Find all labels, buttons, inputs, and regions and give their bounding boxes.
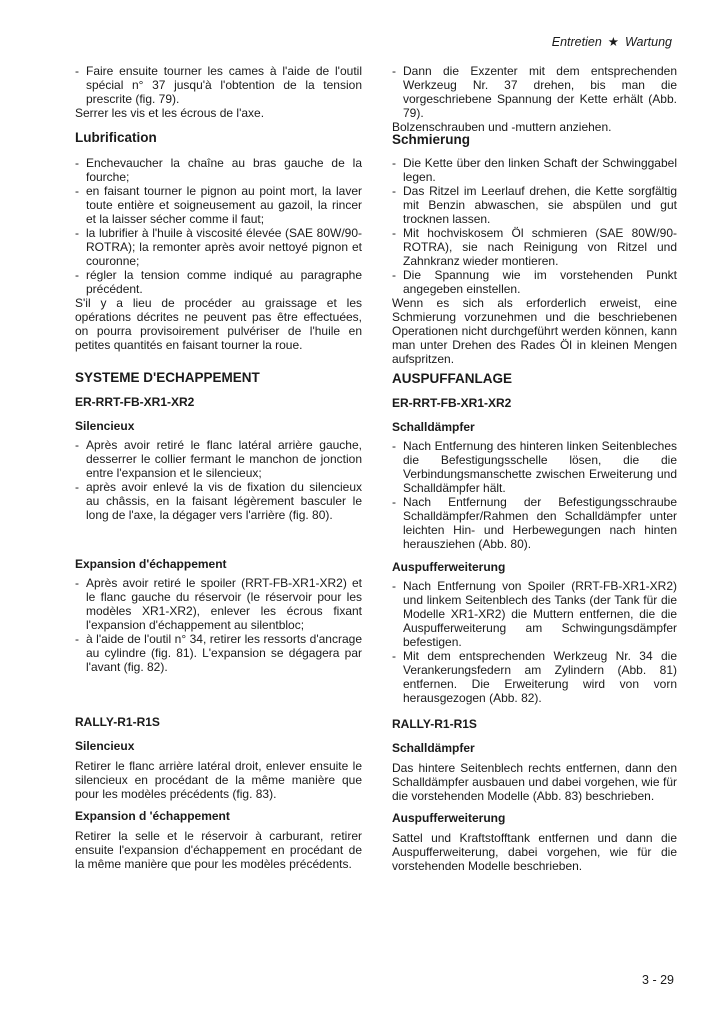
section-title: Schmierung (392, 132, 471, 147)
subsection-title: Schalldämpfer (392, 420, 475, 434)
model-heading: RALLY-R1-R1S (392, 717, 477, 731)
subsection-title: Silencieux (75, 419, 135, 433)
intro-list (392, 64, 677, 120)
model-heading: ER-RRT-FB-XR1-XR2 (75, 395, 195, 409)
schmierung-list (392, 156, 677, 296)
list-item: - Die Kette über den linken Schaft der Schwinggabel legen. (392, 156, 677, 184)
schalldampfer-list (392, 439, 677, 551)
subsection-title: Schalldämpfer (392, 741, 475, 755)
schmierung-note: Wenn es sich als erforderlich erweist, eine Schmierung vorzunehmen und die beschriebenen Operationen nicht durchgeführt werden können, kann man unter Drehen des Rades Öl in kleinen Mengen aufspritzen. (392, 296, 677, 366)
list-item: - Mit dem entsprechenden Werkzeug Nr. 34 die Verankerungsfedern am Zylindern (Abb. 81) entfernen. Die Erweiterung wird von vorn herausgezogen (Abb. 82). (392, 649, 677, 705)
erweiterung-block (392, 579, 677, 705)
list-item: - Nach Entfernung von Spoiler (RRT-FB-XR1-XR2) und linkem Seitenblech des Tanks (der Tank für die Modelle XR1-XR2) die Muttern entfernen, die die Auspufferweiterung am Schwingungsdämpfer befestigen. (392, 579, 677, 649)
list-item: - en faisant tourner le pignon au point mort, la laver toute entière et soigneusement au gazoil, la rincer et la laisser sécher comme il faut; (75, 184, 362, 226)
list-item: - Nach Entfernung der Befestigungsschraube Schalldämpfer/Rahmen den Schalldämpfer unter leichten Hin- und Herbewegungen nach hinten herausziehen (Abb. 80). (392, 495, 677, 551)
subsection-title: Auspufferweiterung (392, 811, 506, 825)
subsection-title: Expansion d'échappement (75, 557, 227, 571)
list-item: - après avoir enlevé la vis de fixation du silencieux au châssis, en la faisant légèrement basculer le long de l'axe, la dégager vers l'arrière (fig. 80). (75, 480, 362, 522)
section-title: AUSPUFFANLAGE (392, 371, 513, 386)
rally-silencieux-text: Retirer le flanc arrière latéral droit, enlever ensuite le silencieux en procédant de la même manière que pour les modèles précédents (fig. 83). (75, 759, 362, 801)
intro-after: Serrer les vis et les écrous de l'axe. (75, 106, 265, 120)
list-item: - Nach Entfernung des hinteren linken Seitenbleches die Befestigungsschelle lösen, die die Verbindungsmanschette zwischen Erweiterung und Schalldämpfer hält. (392, 439, 677, 495)
list-item: - Die Spannung wie im vorstehenden Punkt angegeben einstellen. (392, 268, 677, 296)
lubrification-list (75, 156, 362, 296)
silencieux-list (75, 438, 362, 522)
list-item: - Après avoir retiré le flanc latéral arrière gauche, desserrer le collier fermant le manchon de jonction entre l'expansion et le silencieux; (75, 438, 362, 480)
section-title: SYSTEME D'ECHAPPEMENT (75, 370, 260, 385)
header-german: Wartung (624, 35, 672, 49)
list-item: - Das Ritzel im Leerlauf drehen, die Kette sorgfältig mit Benzin abwaschen, sie abspülen und gut trocknen lassen. (392, 184, 677, 226)
intro-block (392, 64, 677, 134)
schalldampfer-block (392, 439, 677, 551)
intro-list (75, 64, 362, 106)
list-item: - Faire ensuite tourner les cames à l'aide de l'outil spécial n° 37 jusqu'à l'obtention de la tension prescrite (fig. 79). (75, 64, 362, 106)
list-item: - Mit hochviskosem Öl schmieren (SAE 80W/90-ROTRA), sie nach Reinigung von Ritzel und Zahnkranz wieder montieren. (392, 226, 677, 268)
header-star: ★ (607, 35, 619, 49)
rally-schalldampfer-text: Das hintere Seitenblech rechts entfernen, dann den Schalldämpfer ausbauen und dabei vorgehen, wie für die vorstehenden Modelle (Abb. 83) beschrieben. (392, 761, 677, 803)
running-header (552, 34, 672, 49)
erweiterung-list (392, 579, 677, 705)
subsection-title: Silencieux (75, 739, 135, 753)
schmierung-block (392, 156, 677, 366)
intro-block (75, 64, 362, 120)
model-heading: ER-RRT-FB-XR1-XR2 (392, 396, 512, 410)
intro-after: Bolzenschrauben und -muttern anziehen. (392, 120, 612, 134)
rally-erweiterung-text: Sattel und Kraftstofftank entfernen und dann die Auspufferweiterung, dabei vorgehen, wie für die vorstehenden Modelle beschrieben. (392, 831, 677, 873)
list-item: - la lubrifier à l'huile à viscosité élevée (SAE 80W/90-ROTRA); la remonter après avoir nettoyé pignon et couronne; (75, 226, 362, 268)
page-number: 3 - 29 (642, 973, 674, 987)
list-item: - Enchevaucher la chaîne au bras gauche de la fourche; (75, 156, 362, 184)
list-item: - à l'aide de l'outil n° 34, retirer les ressorts d'ancrage au cylindre (fig. 81). L'expansion se dégagera par l'avant (fig. 82). (75, 632, 362, 674)
list-item: - Dann die Exzenter mit dem entsprechenden Werkzeug Nr. 37 drehen, bis man die vorgeschriebene Spannung der Kette erhält (Abb. 79). (392, 64, 677, 120)
lubrification-note: S'il y a lieu de procéder au graissage et les opérations décrites ne peuvent pas être effectuées, on pourra provisoirement pulvériser de l'huile en petites quantités en faisant tourner la roue. (75, 296, 362, 352)
silencieux-block (75, 438, 362, 522)
expansion-block (75, 576, 362, 674)
header-french: Entretien (551, 35, 602, 49)
model-heading: RALLY-R1-R1S (75, 715, 160, 729)
list-item: - Après avoir retiré le spoiler (RRT-FB-XR1-XR2) et le flanc gauche du réservoir (le réservoir pour les modèles XR1-XR2), enlever les écrous fixant l'expansion d'échappement au silentbloc; (75, 576, 362, 632)
expansion-list (75, 576, 362, 674)
list-item: - régler la tension comme indiqué au paragraphe précédent. (75, 268, 362, 296)
section-title: Lubrification (75, 130, 157, 145)
subsection-title: Auspufferweiterung (392, 560, 506, 574)
subsection-title: Expansion d 'échappement (75, 809, 230, 823)
rally-expansion-text: Retirer la selle et le réservoir à carburant, retirer ensuite l'expansion d'échappement en procédant de la même manière que pour les modèles précédents. (75, 829, 362, 871)
lubrification-block (75, 156, 362, 352)
